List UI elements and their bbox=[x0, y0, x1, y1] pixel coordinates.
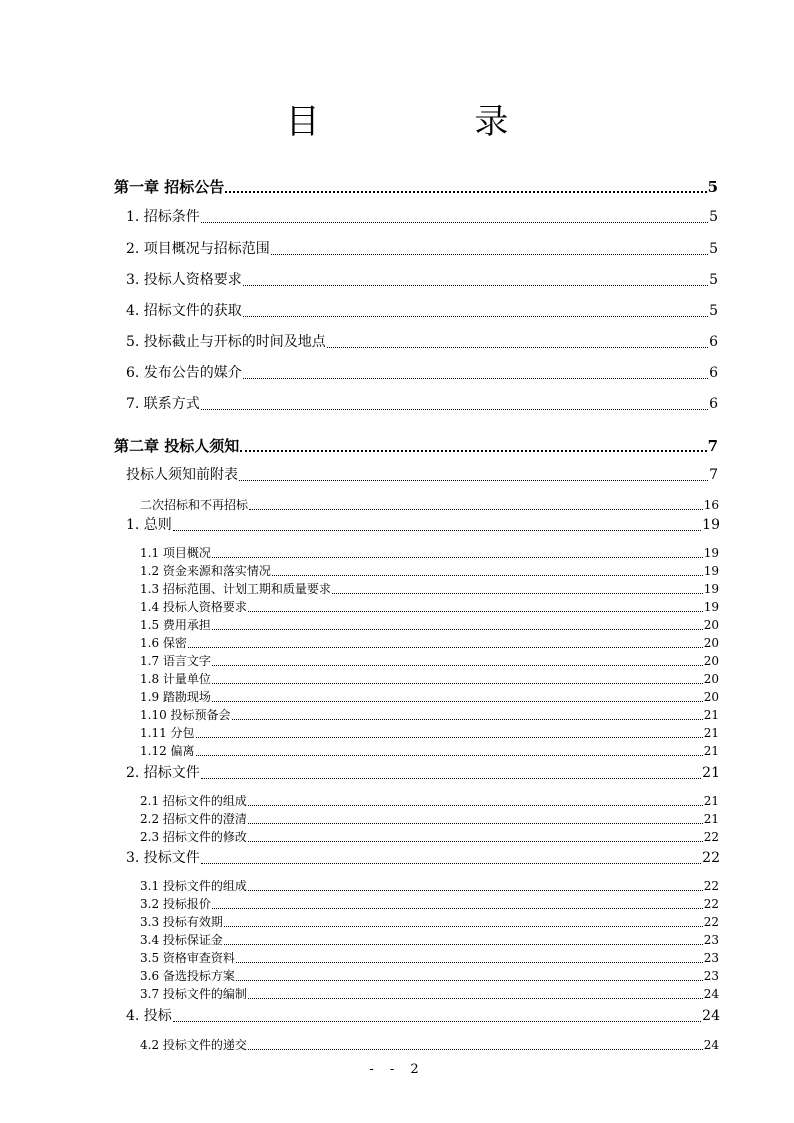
toc-entry[interactable] bbox=[140, 708, 719, 723]
leader-dots bbox=[332, 593, 703, 594]
leader-dots bbox=[327, 347, 708, 348]
leader-dots bbox=[249, 509, 703, 510]
toc-entry[interactable] bbox=[126, 301, 718, 321]
toc-entry-page: 23 bbox=[703, 933, 719, 947]
toc-entry[interactable] bbox=[126, 848, 720, 868]
leader-dots bbox=[236, 962, 703, 963]
toc-entry[interactable] bbox=[140, 497, 719, 513]
toc-entry-label: 3.7 投标文件的编制 bbox=[140, 987, 247, 1001]
toc-entry-label: 5. 投标截止与开标的时间及地点 bbox=[126, 334, 326, 350]
toc-entry[interactable] bbox=[126, 363, 718, 383]
toc-entry-page: 24 bbox=[703, 1038, 719, 1052]
leader-dots bbox=[201, 409, 708, 410]
toc-entry[interactable] bbox=[140, 690, 719, 705]
toc-entry[interactable] bbox=[126, 465, 718, 485]
toc-entry[interactable] bbox=[140, 897, 719, 912]
leader-dots bbox=[201, 778, 701, 779]
leader-dots bbox=[248, 1049, 703, 1050]
toc-entry[interactable] bbox=[140, 672, 719, 687]
toc-entry-label: 1.4 投标人资格要求 bbox=[140, 600, 247, 614]
toc-entry-label: 2.2 招标文件的澄清 bbox=[140, 812, 247, 826]
toc-entry-page: 24 bbox=[702, 1008, 720, 1024]
toc-entry-page: 21 bbox=[703, 812, 719, 826]
toc-entry-page: 21 bbox=[703, 708, 719, 722]
toc-entry-page: 5 bbox=[709, 303, 718, 319]
toc-entry-page: 20 bbox=[703, 690, 719, 704]
toc-entry-label: 3.5 资格审查资料 bbox=[140, 951, 235, 965]
toc-entry[interactable] bbox=[126, 239, 718, 259]
leader-dots bbox=[248, 998, 703, 999]
toc-entry-label: 1. 招标条件 bbox=[126, 209, 200, 225]
toc-entry-label: 7. 联系方式 bbox=[126, 396, 200, 412]
leader-dots bbox=[248, 823, 703, 824]
leader-dots bbox=[212, 683, 703, 684]
toc-entry-page: 21 bbox=[703, 744, 719, 758]
leader-dots bbox=[196, 737, 703, 738]
toc-entry-label: 3.2 投标报价 bbox=[140, 897, 211, 911]
toc-entry-label: 4. 招标文件的获取 bbox=[126, 303, 242, 319]
toc-entry-page: 6 bbox=[709, 365, 718, 381]
toc-entry-page: 19 bbox=[703, 546, 719, 560]
toc-entry[interactable] bbox=[140, 879, 719, 894]
leader-dots bbox=[248, 890, 703, 891]
toc-entry[interactable] bbox=[126, 1006, 720, 1026]
toc-entry-page: 5 bbox=[707, 178, 718, 196]
toc-entry-page: 22 bbox=[702, 850, 720, 866]
toc-entry[interactable] bbox=[126, 515, 720, 535]
toc-entry-page: 6 bbox=[709, 334, 718, 350]
toc-entry-label: 4. 投标 bbox=[126, 1008, 172, 1024]
toc-entry-label: 4.2 投标文件的递交 bbox=[140, 1038, 247, 1052]
leader-dots bbox=[271, 254, 708, 255]
toc-entry-label: 1.8 计量单位 bbox=[140, 672, 211, 686]
toc-entry-page: 5 bbox=[709, 272, 718, 288]
toc-entry-label: 1.12 偏离 bbox=[140, 744, 195, 758]
leader-dots bbox=[243, 285, 708, 286]
toc-entry-label: 1.7 语言文字 bbox=[140, 654, 211, 668]
toc-entry-label: 2. 招标文件 bbox=[126, 765, 200, 781]
toc-entry[interactable] bbox=[140, 933, 719, 948]
toc-entry-page: 5 bbox=[709, 241, 718, 257]
toc-entry[interactable] bbox=[126, 763, 720, 783]
toc-entry-label: 1.6 保密 bbox=[140, 636, 187, 650]
toc-entry-page: 20 bbox=[703, 636, 719, 650]
toc-entry-page: 22 bbox=[703, 897, 719, 911]
leader-dots bbox=[224, 944, 703, 945]
toc-entry[interactable] bbox=[140, 636, 719, 651]
toc-entry[interactable] bbox=[140, 744, 719, 759]
toc-entry-label: 2.3 招标文件的修改 bbox=[140, 830, 247, 844]
toc-entry-page: 20 bbox=[703, 618, 719, 632]
toc-entry-page: 23 bbox=[703, 951, 719, 965]
toc-entry[interactable] bbox=[126, 207, 718, 227]
leader-dots bbox=[239, 480, 708, 481]
toc-entry-page: 22 bbox=[703, 830, 719, 844]
toc-entry-chapter-2[interactable] bbox=[114, 436, 718, 456]
toc-entry-label: 1. 总则 bbox=[126, 517, 172, 533]
toc-entry[interactable] bbox=[140, 564, 719, 579]
toc-entry-label: 3. 投标文件 bbox=[126, 850, 200, 866]
leader-dots bbox=[201, 222, 708, 223]
leader-dots bbox=[173, 530, 701, 531]
toc-entry-page: 7 bbox=[707, 437, 718, 455]
toc-entry-label: 2. 项目概况与招标范围 bbox=[126, 241, 270, 257]
toc-entry-page: 22 bbox=[703, 879, 719, 893]
leader-dots bbox=[248, 805, 703, 806]
toc-entry[interactable] bbox=[140, 915, 719, 930]
toc-entry-page: 5 bbox=[709, 209, 718, 225]
leader-dots bbox=[248, 841, 703, 842]
toc-entry-label: 1.9 踏勘现场 bbox=[140, 690, 211, 704]
toc-entry-page: 16 bbox=[703, 498, 719, 512]
toc-entry-label: 3. 投标人资格要求 bbox=[126, 272, 242, 288]
leader-dots bbox=[212, 557, 703, 558]
toc-entry-label: 3.4 投标保证金 bbox=[140, 933, 223, 947]
leader-dots bbox=[173, 1021, 701, 1022]
page-footer: - - 2 bbox=[369, 1062, 425, 1077]
toc-title: 目 录 bbox=[285, 102, 581, 142]
leader-dots bbox=[188, 647, 703, 648]
toc-entry[interactable] bbox=[140, 582, 719, 597]
toc-entry-label: 第二章 投标人须知 bbox=[114, 437, 240, 455]
toc-entry[interactable] bbox=[140, 726, 719, 741]
leader-dots bbox=[225, 191, 706, 193]
toc-entry-label: 1.10 投标预备会 bbox=[140, 708, 231, 722]
leader-dots bbox=[212, 629, 703, 630]
toc-entry-label: 3.6 备选投标方案 bbox=[140, 969, 235, 983]
toc-entry-page: 20 bbox=[703, 672, 719, 686]
leader-dots bbox=[224, 926, 703, 927]
toc-entry-label: 投标人须知前附表 bbox=[126, 467, 238, 483]
toc-entry-page: 22 bbox=[703, 915, 719, 929]
toc-entry-page: 19 bbox=[703, 582, 719, 596]
toc-entry-label: 3.3 投标有效期 bbox=[140, 915, 223, 929]
toc-entry-page: 19 bbox=[703, 564, 719, 578]
leader-dots bbox=[212, 665, 703, 666]
toc-entry-chapter-1[interactable] bbox=[114, 177, 718, 197]
toc-entry[interactable] bbox=[140, 812, 719, 827]
toc-entry-page: 19 bbox=[703, 600, 719, 614]
toc-entry[interactable] bbox=[140, 794, 719, 809]
toc-entry-label: 1.3 招标范围、计划工期和质量要求 bbox=[140, 582, 331, 596]
toc-entry-label: 1.11 分包 bbox=[140, 726, 195, 740]
toc-entry-page: 19 bbox=[702, 517, 720, 533]
toc-entry-label: 第一章 招标公告 bbox=[114, 178, 225, 196]
leader-dots bbox=[232, 719, 703, 720]
leader-dots bbox=[248, 611, 703, 612]
toc-entry[interactable] bbox=[140, 600, 719, 615]
leader-dots bbox=[243, 316, 708, 317]
leader-dots bbox=[240, 450, 706, 452]
toc-entry[interactable] bbox=[126, 394, 718, 414]
toc-entry[interactable] bbox=[140, 654, 719, 669]
toc-entry[interactable] bbox=[140, 969, 719, 984]
toc-entry-label: 3.1 投标文件的组成 bbox=[140, 879, 247, 893]
toc-entry-page: 7 bbox=[709, 467, 718, 483]
leader-dots bbox=[196, 755, 703, 756]
toc-entry-page: 23 bbox=[703, 969, 719, 983]
toc-entry-label: 1.5 费用承担 bbox=[140, 618, 211, 632]
toc-entry[interactable] bbox=[140, 951, 719, 966]
toc-entry[interactable] bbox=[140, 987, 719, 1002]
leader-dots bbox=[201, 863, 701, 864]
toc-entry-page: 20 bbox=[703, 654, 719, 668]
toc-entry-label: 1.2 资金来源和落实情况 bbox=[140, 564, 271, 578]
toc-entry-label: 6. 发布公告的媒介 bbox=[126, 365, 242, 381]
toc-entry[interactable] bbox=[140, 1038, 719, 1053]
toc-entry[interactable] bbox=[140, 546, 719, 561]
toc-entry[interactable] bbox=[140, 618, 719, 633]
toc-entry-label: 1.1 项目概况 bbox=[140, 546, 211, 560]
leader-dots bbox=[212, 908, 703, 909]
toc-entry-page: 24 bbox=[703, 987, 719, 1001]
toc-entry-label: 2.1 招标文件的组成 bbox=[140, 794, 247, 808]
toc-entry-page: 6 bbox=[709, 396, 718, 412]
toc-entry[interactable] bbox=[126, 270, 718, 290]
leader-dots bbox=[243, 378, 708, 379]
leader-dots bbox=[272, 575, 703, 576]
toc-entry[interactable] bbox=[140, 830, 719, 845]
toc-entry[interactable] bbox=[126, 332, 718, 352]
leader-dots bbox=[212, 701, 703, 702]
toc-entry-page: 21 bbox=[703, 794, 719, 808]
toc-entry-page: 21 bbox=[703, 726, 719, 740]
toc-entry-page: 21 bbox=[702, 765, 720, 781]
toc-entry-label: 二次招标和不再招标 bbox=[140, 498, 249, 512]
leader-dots bbox=[236, 980, 703, 981]
